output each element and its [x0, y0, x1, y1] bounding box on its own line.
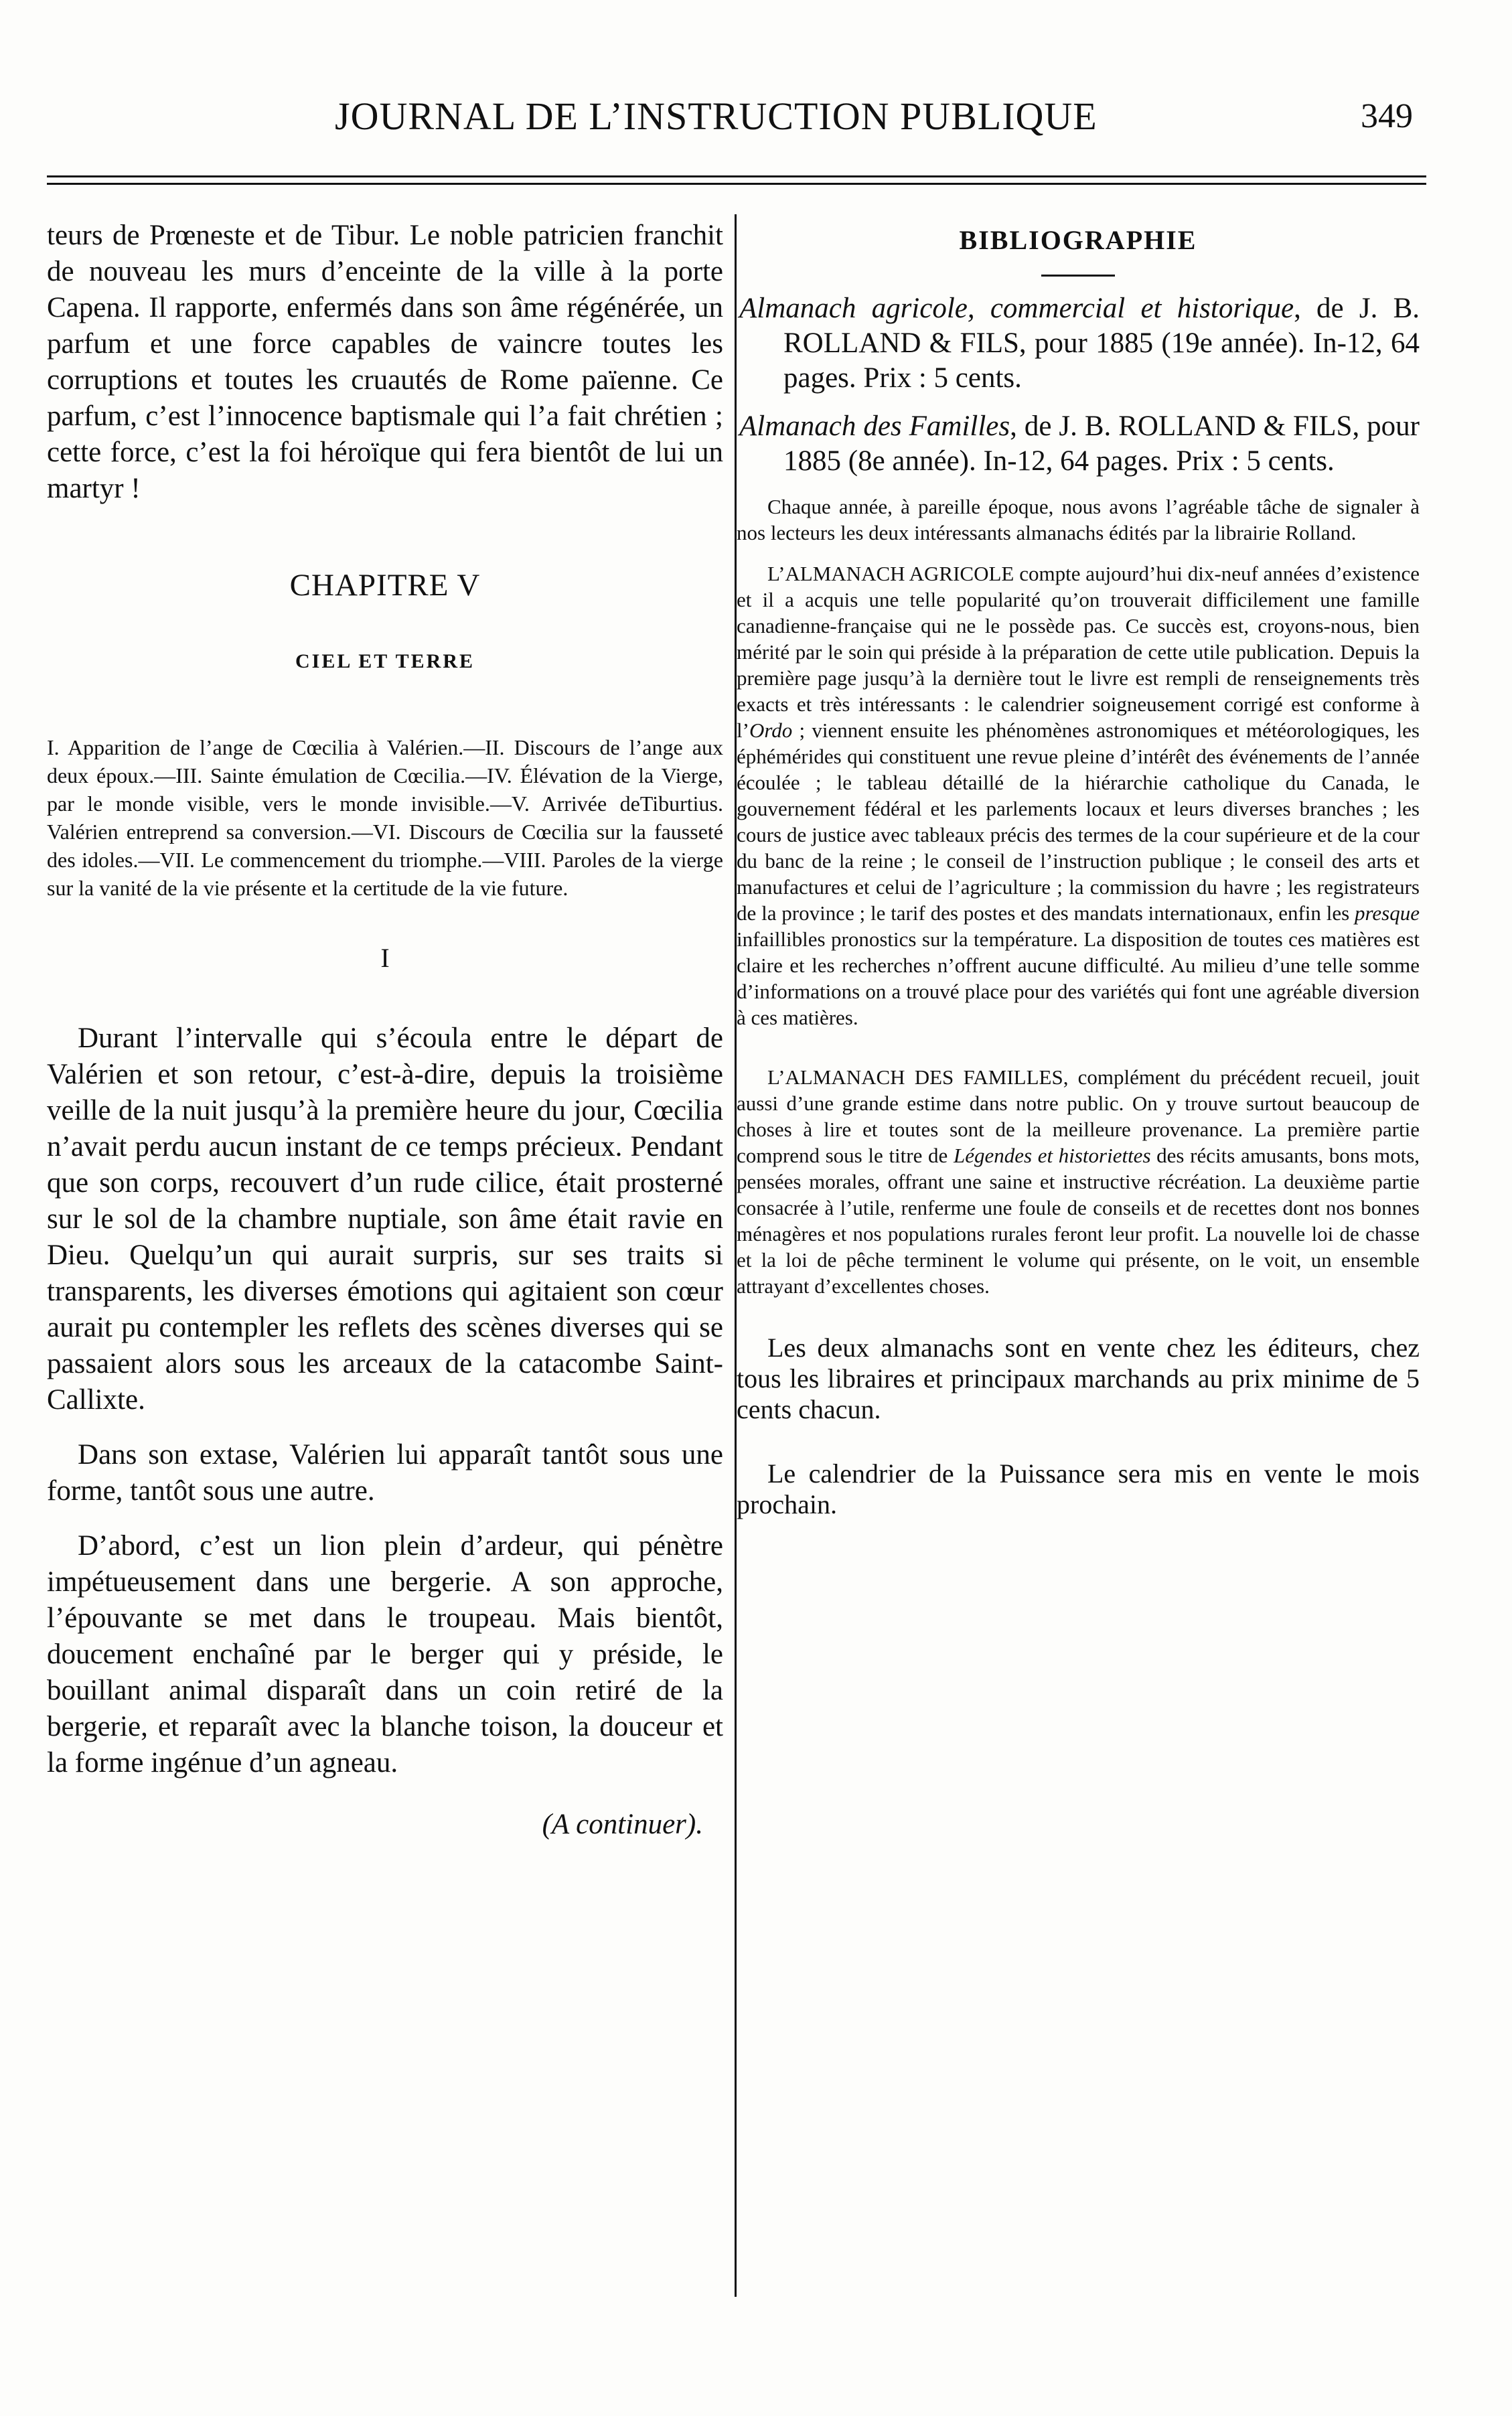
bibliography-entry: [737, 291, 1420, 396]
chapter-title: CHAPITRE V: [289, 568, 481, 603]
to-continue-note: (A continuer).: [542, 1809, 703, 1840]
page-header: [47, 94, 1426, 154]
entry-title: Almanach agricole, commercial et historique: [739, 293, 1294, 324]
almanach-familles-paragraph: L’ALMANACH DES FAMILLES, complément du précédent recueil, jouit aussi d’une grande estime dans notre public. On y trouve surtout beaucoup de choses à lire et toutes sont de la meilleure provenance. La première partie comprend sous le titre de Légendes et historiettes des récits amusants, bons mots, pensées morales, offrant une saine et instructive récréation. La deuxième partie consacrée à l’utile, renferme une foule de conseils et de recettes dont nos bonnes ménagères et nos populations rurales feront leur profit. La nouvelle loi de chasse et la loi de pêche terminent le volume qui présente, on le voit, un ensemble attrayant d’excellentes choses.: [737, 1065, 1420, 1298]
chapter-subtitle: CIEL ET TERRE: [295, 650, 475, 672]
heading-rule: [1041, 275, 1115, 277]
section-number: I: [380, 943, 390, 973]
header-rule-double: [47, 183, 1426, 185]
closing-paragraph: Les deux almanachs sont en vente chez les éditeurs, chez tous les libraires et principaux marchands au prix minime de 5 cents chacun.: [737, 1333, 1420, 1424]
right-column: [737, 218, 1420, 2314]
body-paragraph: Dans son extase, Valérien lui apparaît tantôt sous une forme, tantôt sous une autre.: [47, 1439, 723, 1507]
bibliography-entry: [737, 409, 1420, 479]
page-number: 349: [1361, 97, 1413, 135]
intro-paragraph: Chaque année, à pareille époque, nous avons l’agréable tâche de signaler à nos lecteurs les deux intéressants almanachs édités par la librairie Rolland.: [737, 495, 1420, 544]
body-paragraph: Durant l’intervalle qui s’écoula entre le départ de Valérien et son retour, c’est-à-dire, depuis la troisième veille de la nuit jusqu’à la première heure du jour, Cœcilia n’avait perdu aucun instant de ce temps précieux. Pendant que son corps, recouvert d’un rude cilice, était prosterné sur le sol de la chambre nuptiale, son âme était ravie en Dieu. Quelqu’un qui aurait surpris, sur ses traits si transparents, les diverses émotions qui agitaient son cœur aurait pu contempler les reflets des scènes diverses qui se passaient alors sous les arceaux de la catacombe Saint-Callixte.: [47, 1023, 723, 1416]
section-heading: BIBLIOGRAPHIE: [959, 225, 1197, 255]
entry-details: , de J. B. ROLLAND & FILS, pour 1885 (19e année). In-12, 64 pages. Prix : 5 cents.: [783, 293, 1420, 394]
header-rule: [47, 175, 1426, 177]
left-column: [47, 218, 723, 2314]
entry-title: Almanach des Familles: [739, 410, 1010, 442]
almanach-agricole-paragraph: L’ALMANACH AGRICOLE compte aujourd’hui dix-neuf années d’existence et il a acquis une telle popularité qu’on trouverait difficilement une famille canadienne-française qui ne le possède pas. Ce succès est, croyons-nous, bien mérité par le soin qui préside à la préparation de cette utile publication. Depuis la première page jusqu’à la dernière tout le livre est rempli de renseignements très exacts et très intéressants : le calendrier soigneusement corrigé est conforme à l’Ordo ; viennent ensuite les phénomènes astronomiques et météorologiques, les éphémérides qui constituent une revue pleine d’intérêt des événements de l’année écoulée ; le tableau détaillé de la hiérarchie catholique du Canada, le gouvernement fédéral et les parlements locaux et leurs diverses branches ; les cours de justice avec tableaux précis des termes de la cour supérieure et de la cour du banc de la reine ; le conseil de l’instruction publique ; le conseil des arts et manufactures et celui de l’agriculture ; la commission du havre ; les registrateurs de la province ; le tarif des postes et des mandats internationaux, enfin les presque infaillibles pronostics sur la température. La disposition de toutes ces matières est claire et les recherches n’offrent aucune difficulté. Au milieu d’une telle somme d’informations on a trouvé place pour des variétés qui font une agréable diversion à ces matières.: [737, 562, 1420, 1029]
opening-paragraph: teurs de Prœneste et de Tibur. Le noble patricien franchit de nouveau les murs d’enceinte de la ville à la porte Capena. Il rapporte, enfermés dans son âme régénérée, un parfum et une force capables de vaincre toutes les corruptions et toutes les cruautés de Rome païenne. Ce parfum, c’est l’innocence baptismale qui l’a fait chrétien ; cette force, c’est la foi héroïque qui fera bientôt de lui un martyr !: [47, 220, 723, 504]
body-paragraph: D’abord, c’est un lion plein d’ardeur, qui pénètre impétueusement dans une bergerie. A son approche, l’épouvante se met dans le troupeau. Mais bientôt, doucement enchaîné par le berger qui y préside, le bouillant animal disparaît dans un coin retiré de la bergerie, et reparaît avec la blanche toison, la douceur et la forme ingénue d’un agneau.: [47, 1530, 723, 1779]
running-title: JOURNAL DE L’INSTRUCTION PUBLIQUE: [335, 94, 1098, 138]
closing-paragraph: Le calendrier de la Puissance sera mis en vente le mois prochain.: [737, 1458, 1420, 1519]
chapter-summary: I. Apparition de l’ange de Cœcilia à Valérien.—II. Discours de l’ange aux deux époux.—III. Sainte émulation de Cœcilia.—IV. Élévation de la Vierge, par le monde visible, vers le monde invisible.—V. Arrivée deTiburtius. Valérien entreprend sa conversion.—VI. Discours de Cœcilia sur la fausseté des idoles.—VII. Le commencement du triomphe.—VIII. Paroles de la vierge sur la vanité de la vie présente et la certitude de la vie future.: [47, 735, 723, 900]
entry-details: , de J. B. ROLLAND & FILS, pour 1885 (8e année). In-12, 64 pages. Prix : 5 cents.: [783, 410, 1420, 477]
